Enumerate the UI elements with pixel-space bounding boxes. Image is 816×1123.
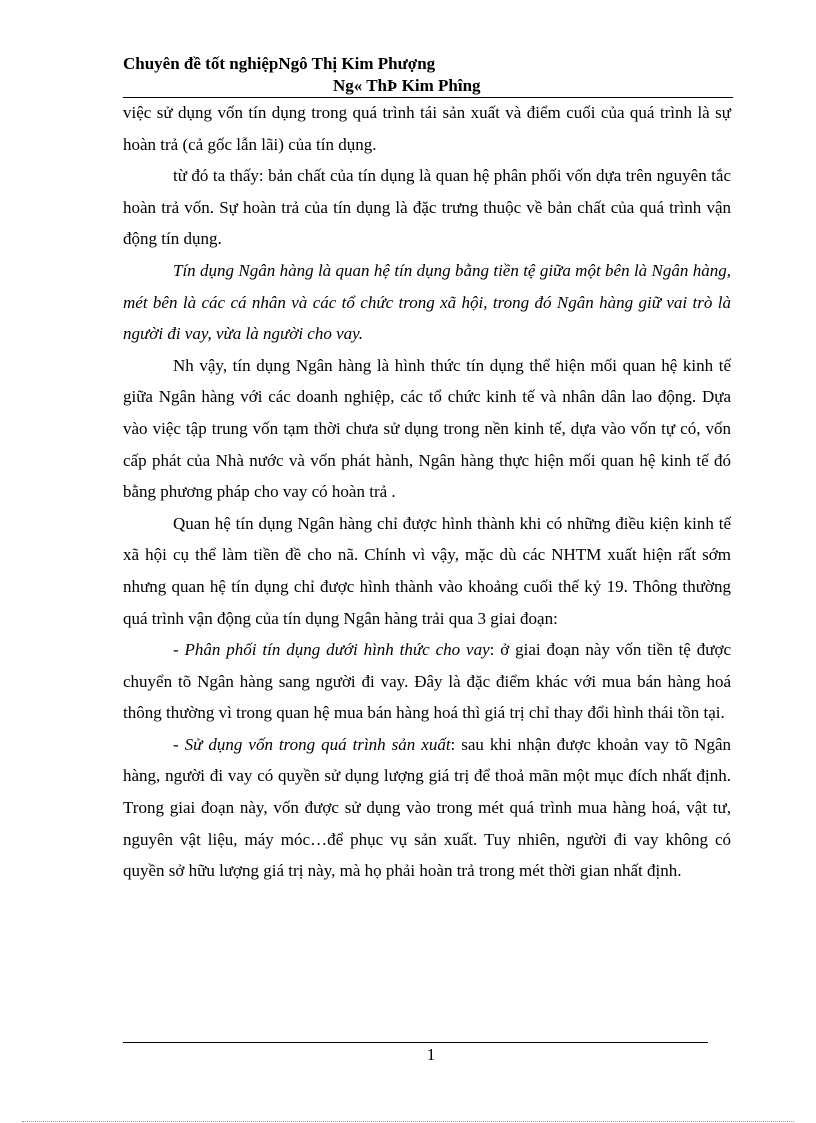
- header-title: Chuyên đề tốt nghiệpNgô Thị Kim Phượng: [123, 54, 436, 73]
- stage-1-title: - Phân phối tín dụng dưới hình thức cho vay: [173, 640, 490, 660]
- paragraph-definition: Tín dụng Ngân hàng là quan hệ tín dụng bằng tiền tệ giữa một bên là Ngân hàng, mét bên là các cá nhân và các tổ chức trong xã hội, trong đó Ngân hàng giữ vai trò là người đi vay, vừa là người cho vay.: [123, 260, 731, 344]
- paragraph-1: việc sử dụng vốn tín dụng trong quá trình tái sản xuất và điểm cuối của quá trình là sự hoàn trả (cả gốc lẫn lãi) của tín dụng.: [123, 103, 731, 154]
- paragraph-stage-2: [123, 729, 731, 887]
- footer-rule: [123, 1042, 708, 1043]
- paragraph-stage-1: [123, 634, 731, 729]
- paragraph-5: Quan hệ tín dụng Ngân hàng chỉ được hình thành khi có những điều kiện kinh tế xã hội cụ thể làm tiền đề cho nã. Chính vì vậy, mặc dù các NHTM xuất hiện rất sớm nhưng quan hệ tín dụng chỉ được hình thành vào khoảng cuối thế kỷ 19. Thông thường quá trình vận động của tín dụng Ngân hàng trải qua 3 giai đoạn:: [123, 513, 731, 628]
- page-bottom-dotted-line: [22, 1121, 794, 1122]
- paragraph-2: từ đó ta thấy: bản chất của tín dụng là quan hệ phân phối vốn dựa trên nguyên tắc hoàn trả vốn. Sự hoàn trả của tín dụng là đặc trưng thuộc về bản chất của quá trình vận động tín dụng.: [123, 166, 731, 249]
- page-number: 1: [426, 1045, 436, 1064]
- stage-2-text: : sau khi nhận được khoản vay tõ Ngân hàng, người đi vay có quyền sử dụng lượng giá trị để thoả mãn một mục đích nhất định. Trong giai đoạn này, vốn được sử dụng vào trong mét quá trình mua hàng hoá, vật tư, nguyên vật liệu, máy móc…để phục vụ sản xuất. Tuy nhiên, người đi vay không có quyền sở hữu lượng giá trị này, mà họ phải hoàn trả trong mét thời gian nhất định.: [123, 734, 731, 881]
- paragraph-4: Nh vậy, tín dụng Ngân hàng là hình thức tín dụng thể hiện mối quan hệ kinh tế giữa Ngân hàng với các doanh nghiệp, các tổ chức kinh tế và nhân dân lao động. Dựa vào việc tập trung vốn tạm thời chưa sử dụng trong nền kinh tế, dựa vào vốn tự có, vốn cấp phát của Nhà nước và vốn phát hành, Ngân hàng thực hiện mối quan hệ kinh tế đó bằng phương pháp cho vay có hoàn trả .: [123, 355, 731, 502]
- header-author-garbled: Ng« ThÞ Kim Phîng: [333, 76, 481, 95]
- stage-2-title: - Sử dụng vốn trong quá trình sản xuất: [173, 734, 451, 754]
- body-text: [123, 97, 731, 887]
- stage-1-text: : ở giai đoạn này vốn tiền tệ được chuyển tõ Ngân hàng sang người đi vay. Đây là đặc điểm khác với mua bán hàng hoá thông thường vì trong quan hệ mua bán hàng hoá thì giá trị chỉ thay đổi hình thái tồn tại.: [123, 640, 731, 723]
